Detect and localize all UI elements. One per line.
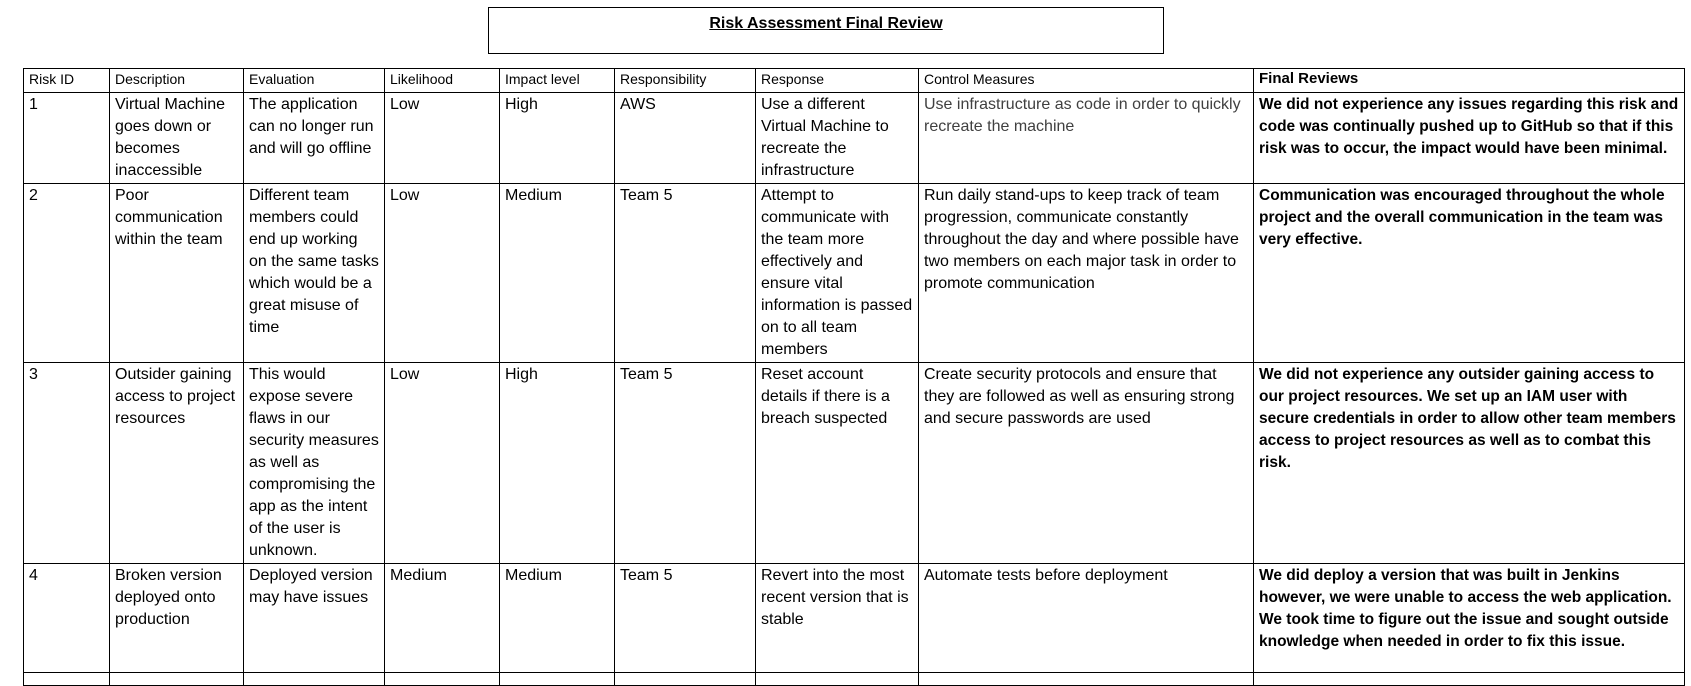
risk-assessment-table [23, 68, 1685, 686]
cell-risk-id: 3 [24, 363, 110, 564]
cell-response: Use a different Virtual Machine to recreate the infrastructure [756, 93, 919, 184]
table-row-partial [24, 673, 1685, 686]
cell-response: Reset account details if there is a breach suspected [756, 363, 919, 564]
cell-empty [919, 673, 1254, 686]
document-title: Risk Assessment Final Review [709, 15, 943, 32]
cell-responsibility: Team 5 [615, 184, 756, 363]
header-responsibility: Responsibility [615, 69, 756, 93]
cell-empty [756, 673, 919, 686]
header-control-measures: Control Measures [919, 69, 1254, 93]
cell-final-review: Communication was encouraged throughout the whole project and the overall communication in the team was very effective. [1254, 184, 1685, 363]
cell-likelihood: Medium [385, 564, 500, 673]
cell-evaluation: This would expose severe flaws in our security measures as well as compromising the app as the intent of the user is unknown. [244, 363, 385, 564]
cell-impact-level: Medium [500, 184, 615, 363]
cell-control-measures: Create security protocols and ensure that they are followed as well as ensuring strong and secure passwords are used [919, 363, 1254, 564]
cell-empty [500, 673, 615, 686]
cell-empty [24, 673, 110, 686]
cell-final-review: We did deploy a version that was built in Jenkins however, we were unable to access the web application. We took time to figure out the issue and sought outside knowledge when needed in order to fix this issue. [1254, 564, 1685, 673]
cell-description: Broken version deployed onto production [110, 564, 244, 673]
cell-final-review: We did not experience any issues regarding this risk and code was continually pushed up to GitHub so that if this risk was to occur, the impact would have been minimal. [1254, 93, 1685, 184]
header-evaluation: Evaluation [244, 69, 385, 93]
cell-empty [615, 673, 756, 686]
table-row [24, 184, 1685, 363]
cell-impact-level: High [500, 363, 615, 564]
header-risk-id: Risk ID [24, 69, 110, 93]
cell-impact-level: High [500, 93, 615, 184]
cell-risk-id: 2 [24, 184, 110, 363]
cell-empty [244, 673, 385, 686]
cell-control-measures: Run daily stand-ups to keep track of team progression, communicate constantly throughout the day and where possible have two members on each major task in order to promote communication [919, 184, 1254, 363]
cell-evaluation: Deployed version may have issues [244, 564, 385, 673]
header-response: Response [756, 69, 919, 93]
cell-control-measures: Use infrastructure as code in order to quickly recreate the machine [919, 93, 1254, 184]
cell-risk-id: 4 [24, 564, 110, 673]
table-header-row [24, 69, 1685, 93]
cell-responsibility: AWS [615, 93, 756, 184]
document-title-box [488, 7, 1164, 54]
cell-description: Outsider gaining access to project resources [110, 363, 244, 564]
cell-likelihood: Low [385, 184, 500, 363]
header-final-reviews: Final Reviews [1254, 69, 1685, 93]
table-row [24, 564, 1685, 673]
header-impact-level: Impact level [500, 69, 615, 93]
cell-empty [385, 673, 500, 686]
cell-impact-level: Medium [500, 564, 615, 673]
cell-final-review: We did not experience any outsider gaining access to our project resources. We set up an IAM user with secure credentials in order to allow other team members access to project resources as well as to combat this risk. [1254, 363, 1685, 564]
cell-responsibility: Team 5 [615, 363, 756, 564]
cell-empty [1254, 673, 1685, 686]
cell-control-measures: Automate tests before deployment [919, 564, 1254, 673]
header-likelihood: Likelihood [385, 69, 500, 93]
cell-description: Poor communication within the team [110, 184, 244, 363]
cell-evaluation: The application can no longer run and will go offline [244, 93, 385, 184]
cell-likelihood: Low [385, 93, 500, 184]
cell-empty [110, 673, 244, 686]
cell-response: Revert into the most recent version that is stable [756, 564, 919, 673]
cell-responsibility: Team 5 [615, 564, 756, 673]
cell-risk-id: 1 [24, 93, 110, 184]
header-description: Description [110, 69, 244, 93]
table-row [24, 363, 1685, 564]
cell-evaluation: Different team members could end up working on the same tasks which would be a great misuse of time [244, 184, 385, 363]
cell-response: Attempt to communicate with the team more effectively and ensure vital information is passed on to all team members [756, 184, 919, 363]
table-row [24, 93, 1685, 184]
cell-likelihood: Low [385, 363, 500, 564]
cell-description: Virtual Machine goes down or becomes inaccessible [110, 93, 244, 184]
